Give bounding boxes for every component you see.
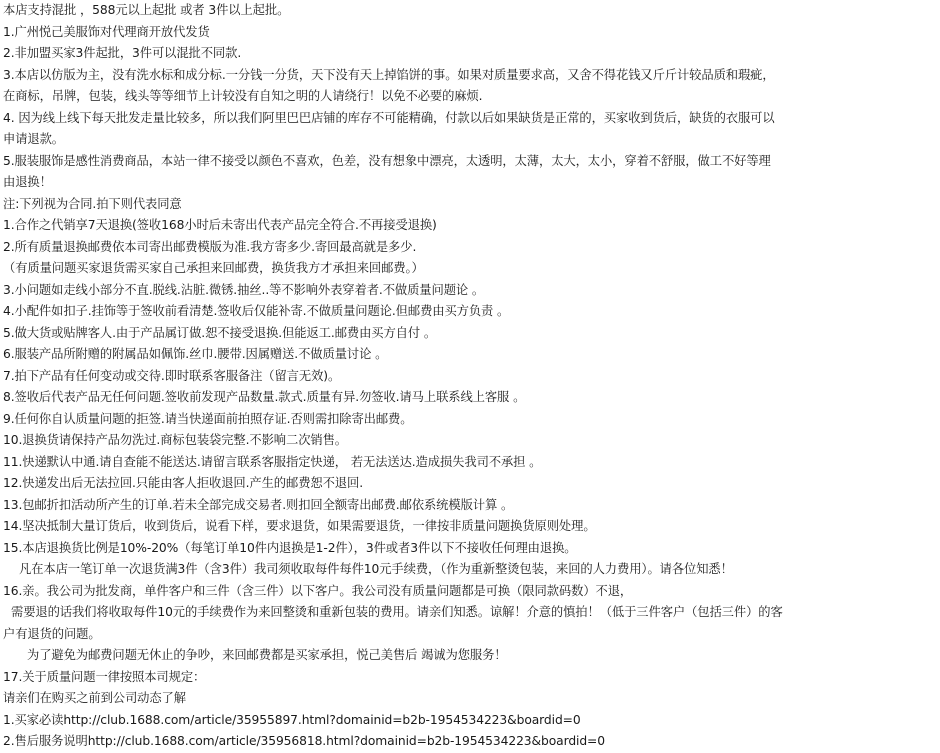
rule-4-line-2: 申请退款。	[3, 132, 64, 146]
buyer-guide-label: 1.买家必读	[3, 712, 64, 727]
company-news-note: 请亲们在购买之前到公司动态了解	[3, 691, 186, 705]
term-14: 14.坚决抵制大量订货后，收到货后，说看下样，要求退货，如果需要退货，一律按非质量问题换货原则处理。	[3, 519, 596, 533]
term-16-line-4: 为了避免为邮费问题无休止的争吵，来回邮费都是买家承担，悦己美售后 竭诚为您服务！	[27, 648, 507, 662]
term-15: 15.本店退换货比例是10%-20%（每笔订单10件内退换是1-2件），3件或者3件以下不接收任何理由退换。	[3, 540, 577, 555]
contract-note: 注:下列视为合同.拍下则代表同意	[3, 196, 182, 211]
after-sales-label: 2.售后服务说明	[3, 734, 88, 748]
buyer-guide-link[interactable]: http://club.1688.com/article/35955897.html?domainid=b2b-1954534223&boardid=0	[63, 712, 581, 727]
term-2: 2.所有质量退换邮费依本司寄出邮费模版为准.我方寄多少.寄回最高就是多少.	[3, 239, 417, 254]
term-7: 7.拍下产品有任何变动或交待.即时联系客服备注（留言无效)。	[3, 368, 341, 383]
rule-3-line-2: 在商标，吊牌，包装，线头等等细节上计较没有自知之明的人请绕行！以免不必要的麻烦.	[3, 89, 483, 103]
term-2-note: （有质量问题买家退货需买家自己承担来回邮费，换货我方才承担来回邮费。）	[3, 261, 424, 275]
rule-4-line-1: 4. 因为线上线下每天批发走量比较多，所以我们阿里巴巴店铺的库存不可能精确，付款以后如果缺货是正常的，买家收到货后，缺货的衣服可以	[3, 110, 775, 125]
rule-1-dropship: 1.广州悦己美服饰对代理商开放代发货	[3, 24, 210, 39]
term-13: 13.包邮折扣活动所产生的订单.若未全部完成交易者.则扣回全额寄出邮费.邮依系统模版计算 。	[3, 497, 514, 512]
term-16-line-1: 16.亲。我公司为批发商，单件客户和三件（含三件）以下客户。我公司没有质量问题都是可换（限同款码数）不退，	[3, 583, 633, 598]
rule-5-line-2: 由退换！	[3, 175, 52, 189]
term-4: 4.小配件如扣子.挂饰等于签收前看清楚.签收后仅能补寄.不做质量问题论.但邮费由买方负责 。	[3, 304, 510, 318]
term-16-line-2: 需要退的话我们将收取每件10元的手续费作为来回整烫和重新包装的费用。请亲们知悉。谅解！介意的慎拍！（低于三件客户（包括三件）的客	[11, 605, 783, 619]
term-17: 17.关于质量问题一律按照本司规定：	[3, 669, 206, 684]
rule-2-min-order: 2.非加盟买家3件起批，3件可以混批不同款.	[3, 46, 242, 60]
rule-5-line-1: 5.服装服饰是感性消费商品，本站一律不接受以颜色不喜欢，色差，没有想象中漂亮，太透明，太薄，太大，太小，穿着不舒服，做工不好等理	[3, 153, 771, 168]
link-line-buyer-guide	[3, 710, 934, 732]
term-9: 9.任何你自认质量问题的拒签.请当快递面前拍照存证.否则需扣除寄出邮费。	[3, 411, 413, 426]
link-line-after-sales	[3, 731, 934, 753]
term-11: 11.快递默认中通.请自查能不能送达.请留言联系客服指定快递， 若无法送达.造成损失我司不承担 。	[3, 454, 542, 469]
rule-3-line-1: 3.本店以仿版为主，没有洗水标和成分标.一分钱一分货，天下没有天上掉馅饼的事。如果对质量要求高，又舍不得花钱又斤斤计较品质和瑕疵，	[3, 67, 775, 82]
term-10: 10.退换货请保持产品勿洗过.商标包装袋完整.不影响二次销售。	[3, 433, 347, 447]
after-sales-link[interactable]: http://club.1688.com/article/35956818.html?domainid=b2b-1954534223&boardid=0	[87, 734, 605, 748]
intro-line: 本店支持混批 ，588元以上起批 或者 3件以上起批。	[3, 3, 290, 17]
term-16-line-3: 户有退货的问题。	[3, 626, 101, 641]
term-12: 12.快递发出后无法拉回.只能由客人拒收退回.产生的邮费恕不退回.	[3, 476, 363, 490]
term-15-note: 凡在本店一笔订单一次退货满3件（含3件）我司须收取每件每件10元手续费，（作为重新整烫包装，来回的人力费用）。请各位知悉！	[19, 562, 733, 576]
term-6: 6.服装产品所附赠的附属品如佩饰.丝巾.腰带.因属赠送.不做质量讨论 。	[3, 347, 388, 361]
term-5: 5.做大货或贴牌客人.由于产品属订做.恕不接受退换.但能返工.邮费由买方自付 。	[3, 325, 437, 340]
term-1: 1.合作之代销享7天退换(签收168小时后未寄出代表产品完全符合.不再接受退换)	[3, 218, 437, 232]
term-8: 8.签收后代表产品无任何问题.签收前发现产品数量.款式.质量有异.勿签收.请马上联系线上客服 。	[3, 390, 526, 404]
term-3: 3.小问题如走线小部分不直.脱线.沾脏.微锈.抽丝..等不影响外表穿着者.不做质量问题论 。	[3, 282, 485, 297]
